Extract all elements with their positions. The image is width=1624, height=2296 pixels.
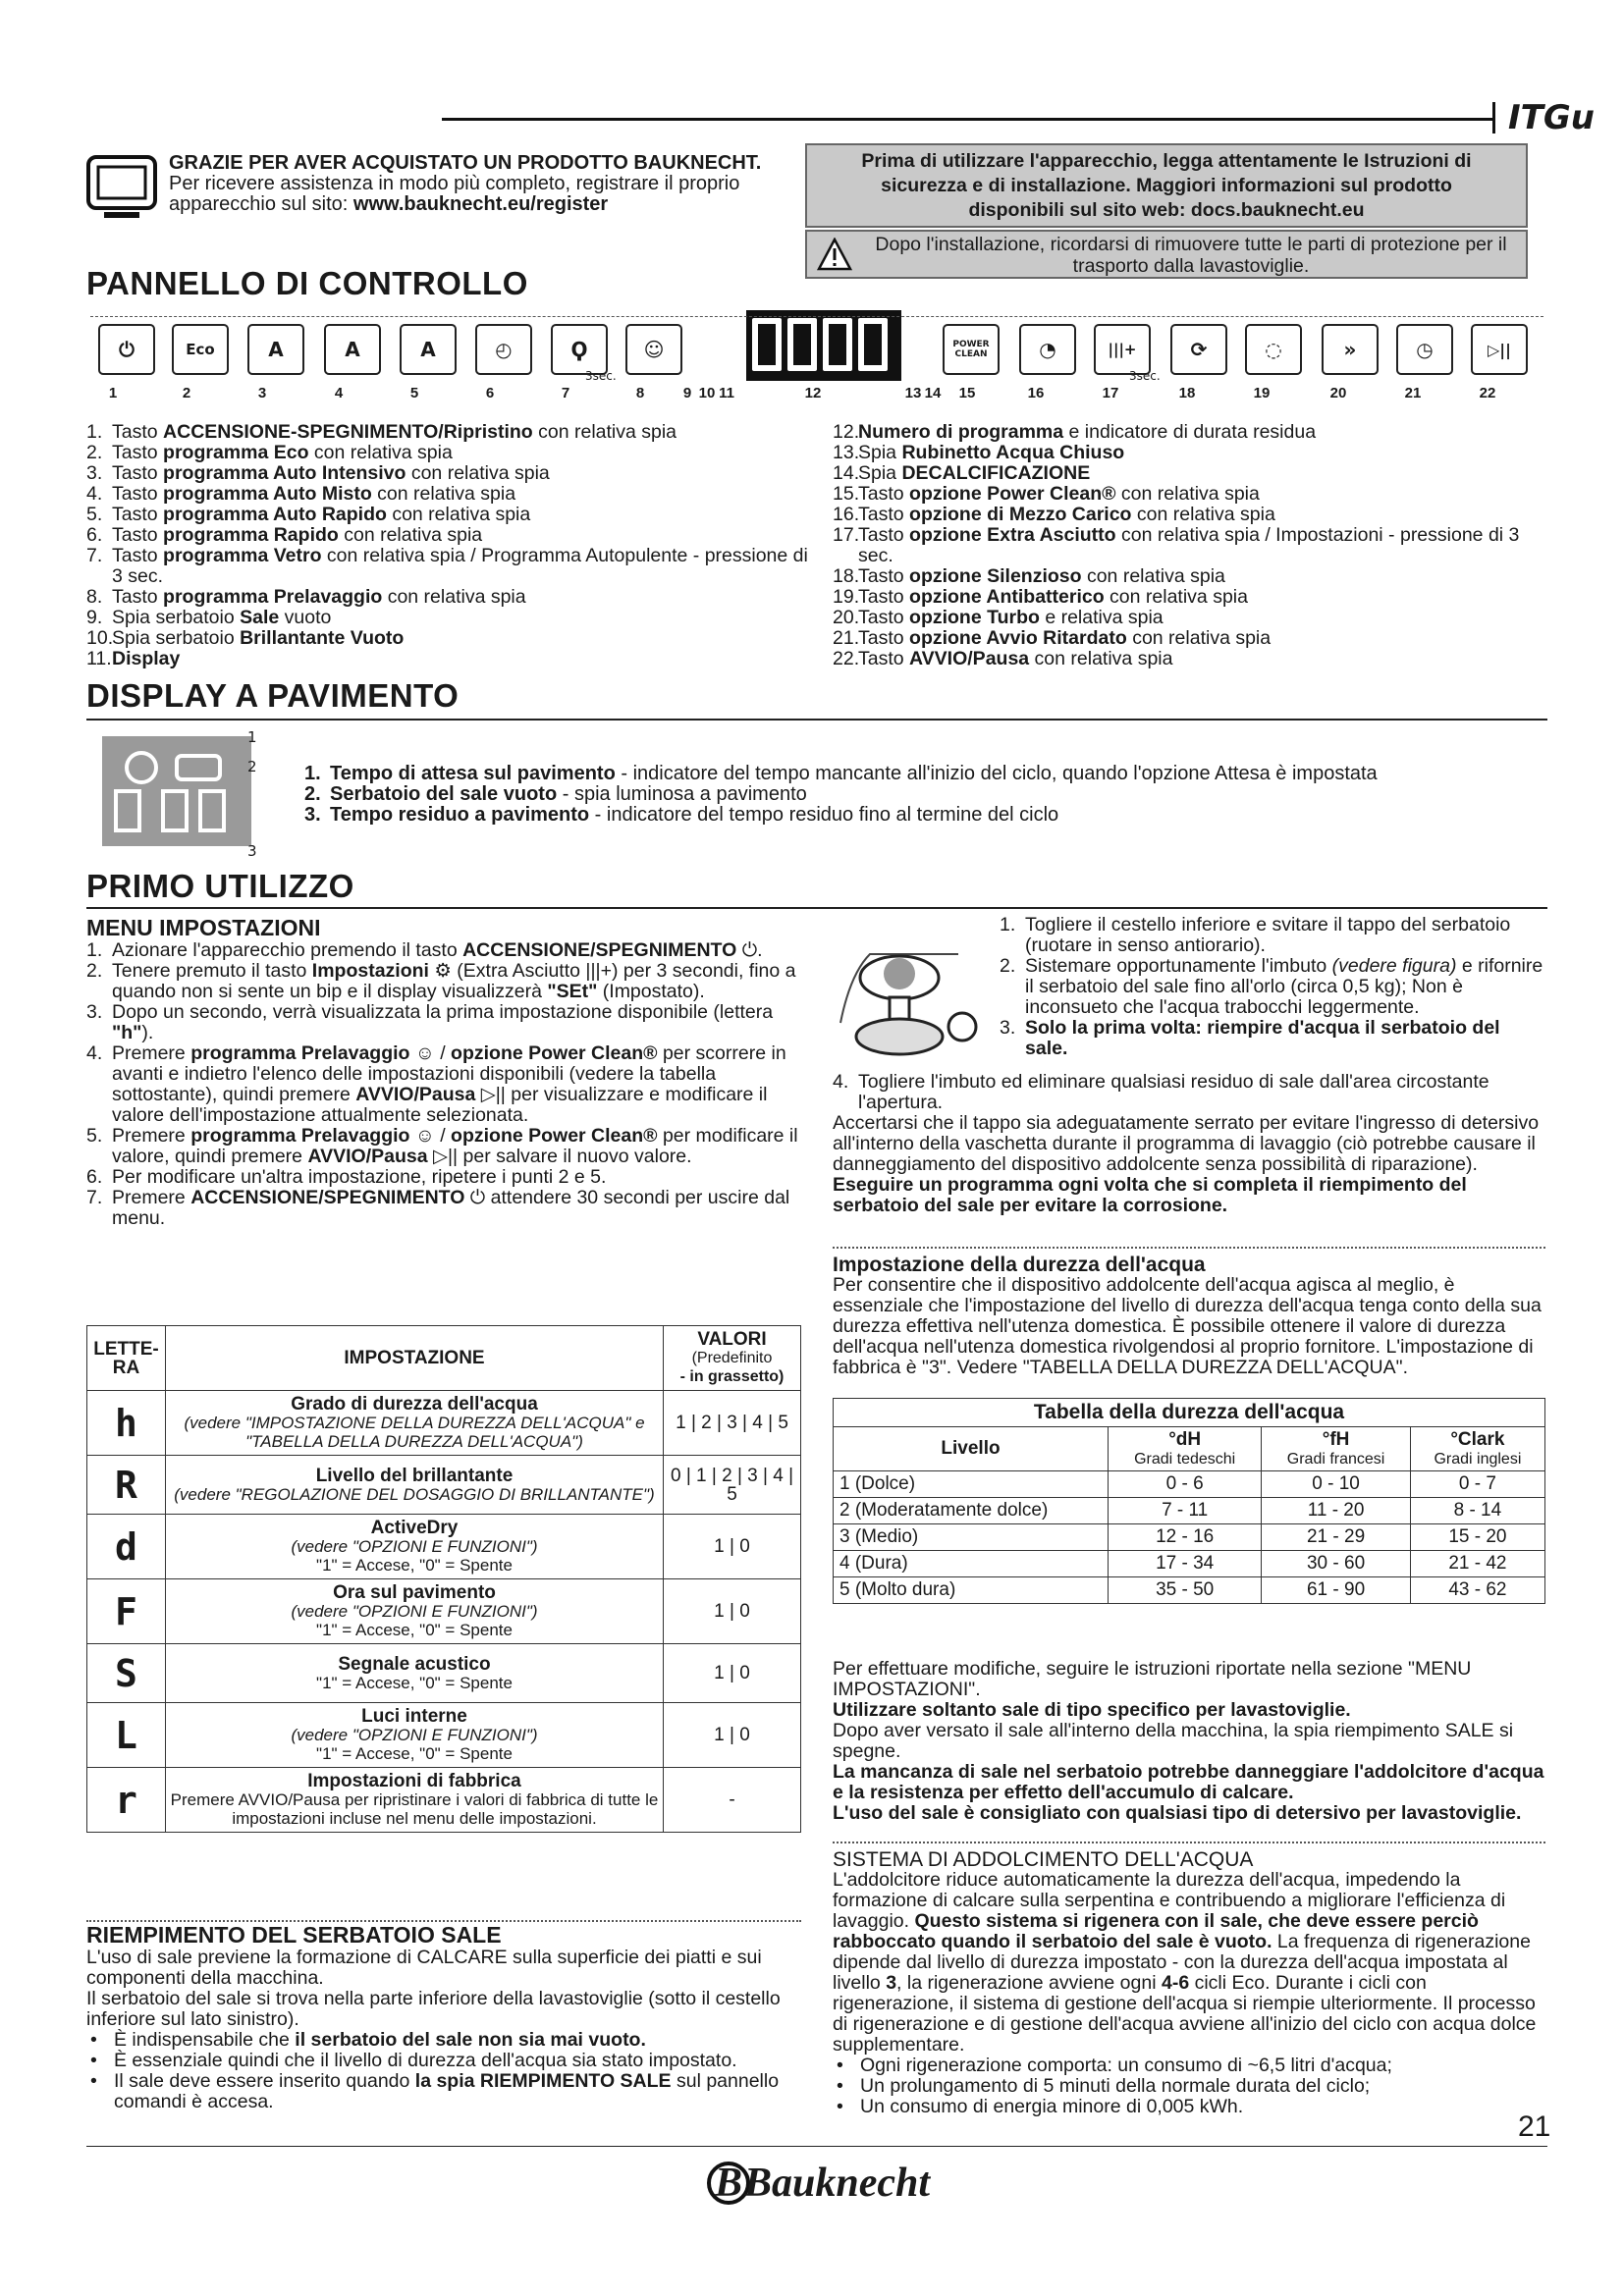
setting-values: - — [664, 1768, 801, 1833]
hardness-level: 4 (Dura) — [834, 1551, 1109, 1577]
panel-number-4: 4 — [334, 385, 344, 401]
th-clark — [1410, 1427, 1544, 1471]
menu-step: 6. Per modificare un'altra impostazione, ripetere i punti 2 e 5. — [86, 1166, 607, 1188]
display-digit — [787, 318, 817, 371]
setting-letter: L — [87, 1703, 166, 1768]
hardness-dh: 35 - 50 — [1109, 1577, 1262, 1604]
salt-bullet: • È essenziale quindi che il livello di durezza dell'acqua sia stato impostato. — [86, 2051, 813, 2071]
floor-display-image — [102, 736, 251, 846]
hardness-clark: 15 - 20 — [1410, 1524, 1544, 1551]
hardness-fh: 61 - 90 — [1262, 1577, 1411, 1604]
legend-item: 14. Spia DECALCIFICAZIONE — [833, 462, 1091, 484]
legend-item: 11. Display — [86, 648, 181, 669]
auto-rapid-button[interactable]: A — [400, 324, 457, 375]
setting-values: 1 | 0 — [664, 1579, 801, 1644]
th-fh — [1262, 1427, 1411, 1471]
setting-letter: h — [87, 1391, 166, 1456]
setting-letter: d — [87, 1515, 166, 1579]
setting-values: 1 | 2 | 3 | 4 | 5 — [664, 1391, 801, 1456]
salt-fill-step: 1. Togliere il cestello inferiore e svitare il tappo del serbatoio (ruotare in senso antiorario). — [1000, 914, 1511, 956]
hardness-clark: 21 - 42 — [1410, 1551, 1544, 1577]
hardness-clark: 43 - 62 — [1410, 1577, 1544, 1604]
legend-item: 19. Tasto opzione Antibatterico con relativa spia — [833, 586, 1248, 608]
floor-legend-item: 1. Tempo di attesa sul pavimento - indicatore del tempo mancante all'inizio del ciclo, quando l'opzione Attesa è impostata — [304, 763, 1378, 784]
legend-item: 13. Spia Rubinetto Acqua Chiuso — [833, 442, 1125, 463]
floor-callout-1: 1 — [247, 728, 257, 746]
softener-title: SISTEMA DI ADDOLCIMENTO DELL'ACQUA — [833, 1848, 1254, 1871]
setting-values: 1 | 0 — [664, 1515, 801, 1579]
auto-intensive-button[interactable]: A — [247, 324, 304, 375]
setting-letter: F — [87, 1579, 166, 1644]
th-dh-label: °dH — [1168, 1429, 1202, 1450]
hardness-fh: 11 - 20 — [1262, 1498, 1411, 1524]
control-panel-title: PANNELLO DI CONTROLLO — [86, 265, 528, 301]
hardness-row — [834, 1498, 1545, 1524]
after-p3: Dopo aver versato il sale all'interno della macchina, la spia riempimento SALE si spegne. — [833, 1720, 1514, 1762]
legend-item: 12. Numero di programma e indicatore di durata residua — [833, 421, 1317, 443]
legend-item: 10. Spia serbatoio Brillantante Vuoto — [86, 627, 405, 649]
monitor-icon — [86, 155, 157, 222]
hardness-dh: 0 - 6 — [1109, 1471, 1262, 1498]
panel-number-14: 14 — [924, 385, 942, 401]
hardness-clark: 8 - 14 — [1410, 1498, 1544, 1524]
control-panel-legend-left — [86, 422, 813, 669]
legend-item: 1. Tasto ACCENSIONE-SPEGNIMENTO/Ripristino con relativa spia — [86, 421, 677, 443]
warning-icon — [817, 238, 852, 276]
menu-settings-title: MENU IMPOSTAZIONI — [86, 915, 321, 940]
panel-number-19: 19 — [1253, 385, 1271, 401]
antibacterial-button[interactable]: ◌ — [1245, 324, 1302, 375]
footer-rule — [86, 2146, 1547, 2147]
three-sec-label-7: 3sec. — [585, 369, 617, 383]
salt-fill-divider — [86, 1920, 801, 1922]
legend-item: 22. Tasto AVVIO/Pausa con relativa spia — [833, 648, 1173, 669]
prewash-button[interactable]: ☺ — [625, 324, 682, 375]
settings-row — [87, 1644, 801, 1703]
panel-number-22: 22 — [1479, 385, 1496, 401]
legend-item: 9. Spia serbatoio Sale vuoto — [86, 607, 332, 628]
hardness-fh: 21 - 29 — [1262, 1524, 1411, 1551]
first-use-title: PRIMO UTILIZZO — [86, 868, 354, 904]
page-number: 21 — [1518, 2110, 1551, 2143]
register-link[interactable]: www.bauknecht.eu/register — [352, 193, 609, 215]
salt-funnel-illustration — [831, 915, 988, 1068]
salt-bullet: • È indispensabile che il serbatoio del sale non sia mai vuoto. — [86, 2030, 813, 2051]
setting-letter: S — [87, 1644, 166, 1703]
salt-fill-step: 4. Togliere l'imbuto ed eliminare qualsiasi residuo di sale dall'area circostante l'apertura. — [833, 1071, 1489, 1113]
legend-item: 16. Tasto opzione di Mezzo Carico con relativa spia — [833, 504, 1275, 525]
hardness-dh: 12 - 16 — [1109, 1524, 1262, 1551]
hardness-level: 5 (Molto dura) — [834, 1577, 1109, 1604]
warning-notice — [805, 230, 1528, 279]
setting-letter: r — [87, 1768, 166, 1833]
menu-step: 4. Premere programma Prelavaggio ☺ / opzione Power Clean® per scorrere in avanti e indietro l'elenco delle impostazioni disponibili (vedere la tabella sottostante), quindi premere AVVIO/Pausa ▷|| per visualizzare e modificare il valore dell'impostazione attualmente selezionata. — [86, 1042, 786, 1126]
legend-item: 8. Tasto programma Prelavaggio con relativa spia — [86, 586, 526, 608]
menu-step: 7. Premere ACCENSIONE/SPEGNIMENTO ⏻ attendere 30 secondi per uscire dal menu. — [86, 1187, 790, 1229]
legend-item: 18. Tasto opzione Silenzioso con relativa spia — [833, 565, 1225, 587]
th-level: Livello — [834, 1427, 1109, 1471]
menu-step: 2. Tenere premuto il tasto Impostazioni ⚙ (Extra Asciutto |||+) per 3 secondi, fino a quando non si sente un bip e il display visualizzerà "SEt" (Impostato). — [86, 960, 796, 1002]
th-fh-sub: Gradi francesi — [1286, 1451, 1385, 1468]
start-pause-button[interactable]: ▷|| — [1471, 324, 1528, 375]
th-values-sub: (Predefinito — [691, 1350, 773, 1366]
hardness-row — [834, 1524, 1545, 1551]
th-fh-label: °fH — [1322, 1429, 1350, 1450]
turbo-button[interactable]: » — [1322, 324, 1379, 375]
legend-item: 4. Tasto programma Auto Misto con relativa spia — [86, 483, 516, 505]
panel-number-18: 18 — [1178, 385, 1196, 401]
silent-button[interactable]: ⟳ — [1170, 324, 1227, 375]
hardness-level: 1 (Dolce) — [834, 1471, 1109, 1498]
settings-table — [86, 1325, 801, 1833]
menu-steps — [86, 940, 813, 1229]
salt-fill-title: RIEMPIMENTO DEL SERBATOIO SALE — [86, 1922, 502, 1948]
softener-divider — [833, 1842, 1545, 1843]
floor-display-rule — [86, 719, 1547, 721]
language-code: ITGu — [1508, 98, 1595, 137]
hardness-level: 2 (Moderatamente dolce) — [834, 1498, 1109, 1524]
setting-description: Grado di durezza dell'acqua (vedere "IMPOSTAZIONE DELLA DUREZZA DELL'ACQUA" e "TABELLA DELLA DUREZZA DELL'ACQUA") — [166, 1391, 664, 1456]
brand-name: Bauknecht — [744, 2161, 931, 2206]
th-values-label: VALORI — [697, 1329, 767, 1350]
legend-item: 15. Tasto opzione Power Clean® con relativa spia — [833, 483, 1260, 505]
header-rule — [442, 118, 1494, 121]
panel-number-11: 11 — [719, 385, 734, 401]
display-panel — [746, 310, 901, 381]
salt-fill-step: 3. Solo la prima volta: riempire d'acqua il serbatoio del sale. — [1000, 1017, 1500, 1059]
after-p1: Per effettuare modifiche, seguire le istruzioni riportate nella sezione "MENU IMPOSTAZIONI". — [833, 1658, 1472, 1700]
settings-row — [87, 1515, 801, 1579]
th-letter: LETTE-RA — [87, 1326, 166, 1391]
th-setting: IMPOSTAZIONE — [166, 1326, 664, 1391]
hardness-fh: 30 - 60 — [1262, 1551, 1411, 1577]
panel-number-10: 10 — [698, 385, 716, 401]
settings-row — [87, 1456, 801, 1515]
th-values — [664, 1326, 801, 1391]
hardness-clark: 0 - 7 — [1410, 1471, 1544, 1498]
softener-bullet: • Un consumo di energia minore di 0,005 kWh. — [833, 2097, 1545, 2117]
softener-bullets — [833, 2056, 1545, 2117]
hardness-row — [834, 1577, 1545, 1604]
hardness-paragraph: Per consentire che il dispositivo addolcente dell'acqua agisca al meglio, è essenziale che l'impostazione del livello di durezza dell'acqua tenga conto della sua durezza effettiva nell'utenza domestica. È possibile ottenere il valore di durezza dell'acqua nell'utenza domestica rivolgendosi al proprio fornitore. L'impostazione di fabbrica è "3". Vedere "TABELLA DELLA DUREZZA DELL'ACQUA". — [833, 1274, 1542, 1378]
setting-values: 1 | 0 — [664, 1703, 801, 1768]
panel-number-8: 8 — [635, 385, 645, 401]
floor-callout-3: 3 — [247, 842, 257, 860]
extra-dry-button[interactable]: |||+ — [1094, 324, 1151, 375]
panel-number-16: 16 — [1027, 385, 1045, 401]
panel-number-12: 12 — [804, 385, 822, 401]
display-digit — [823, 318, 852, 371]
th-clark-sub: Gradi inglesi — [1434, 1451, 1522, 1468]
settings-row — [87, 1703, 801, 1768]
warning-notice-text: Dopo l'installazione, ricordarsi di rimuovere tutte le parti di protezione per il trasporto dalla lavastoviglie. — [875, 234, 1507, 277]
panel-number-7: 7 — [561, 385, 570, 401]
control-panel-legend-right — [833, 422, 1540, 669]
th-dh-sub: Gradi tedeschi — [1134, 1451, 1236, 1468]
floor-legend-item: 3. Tempo residuo a pavimento - indicatore del tempo residuo fino al termine del ciclo — [304, 804, 1059, 826]
panel-number-6: 6 — [485, 385, 495, 401]
th-clark-label: °Clark — [1450, 1429, 1505, 1450]
salt-fill-p1: L'uso di sale previene la formazione di CALCARE sulla superficie dei piatti e sui componenti della macchina. — [86, 1947, 762, 1989]
salt-fill-step-4 — [833, 1072, 1545, 1113]
panel-number-1: 1 — [108, 385, 118, 401]
thanks-title: GRAZIE PER AVER ACQUISTATO UN PRODOTTO BAUKNECHT. — [169, 152, 762, 174]
hardness-title: Impostazione della durezza dell'acqua — [833, 1254, 1206, 1276]
setting-values: 1 | 0 — [664, 1644, 801, 1703]
legend-item: 7. Tasto programma Vetro con relativa spia / Programma Autopulente - pressione di 3 sec. — [86, 545, 808, 587]
setting-description: Livello del brillantante (vedere "REGOLAZIONE DEL DOSAGGIO DI BRILLANTANTE") — [166, 1456, 664, 1515]
setting-description: Ora sul pavimento (vedere "OPZIONI E FUNZIONI") "1" = Accese, "0" = Spente — [166, 1579, 664, 1644]
panel-number-13: 13 — [904, 385, 922, 401]
rapid-button[interactable]: ◴ — [475, 324, 532, 375]
settings-row — [87, 1768, 801, 1833]
menu-step: 1. Azionare l'apparecchio premendo il tasto ACCENSIONE/SPEGNIMENTO ⏻. — [86, 939, 763, 961]
thanks-body: Per ricevere assistenza in modo più completo, registrare il proprio apparecchio sul sito: — [169, 173, 740, 215]
salt-fill-run-program: Eseguire un programma ogni volta che si completa il riempimento del serbatoio del sale per evitare la corrosione. — [833, 1174, 1467, 1216]
panel-frame-line — [90, 316, 1543, 317]
setting-description: ActiveDry (vedere "OPZIONI E FUNZIONI") "1" = Accese, "0" = Spente — [166, 1515, 664, 1579]
salt-fill-caution: Accertarsi che il tappo sia adeguatamente serrato per evitare l'ingresso di detersivo all'interno della vaschetta durante il programma di lavaggio (ciò potrebbe causare il danneggiamento del dispositivo addolcente senza possibilità di riparazione). — [833, 1112, 1540, 1175]
after-p2: Utilizzare soltanto sale di tipo specifico per lavastoviglie. — [833, 1699, 1351, 1721]
legend-item: 5. Tasto programma Auto Rapido con relativa spia — [86, 504, 531, 525]
glass-button[interactable]: Ϙ — [551, 324, 608, 375]
legend-item: 20. Tasto opzione Turbo e relativa spia — [833, 607, 1164, 628]
legend-item: 21. Tasto opzione Avvio Ritardato con relativa spia — [833, 627, 1272, 649]
hardness-dh: 17 - 34 — [1109, 1551, 1262, 1577]
first-use-rule — [86, 907, 1547, 909]
panel-number-17: 17 — [1102, 385, 1119, 401]
eco-button[interactable]: Eco — [172, 324, 229, 375]
salt-fill-bullets — [86, 2030, 813, 2112]
softener-bullet: • Ogni rigenerazione comporta: un consumo di ~6,5 litri d'acqua; — [833, 2056, 1545, 2076]
setting-letter: R — [87, 1456, 166, 1515]
setting-values: 0 | 1 | 2 | 3 | 4 | 5 — [664, 1456, 801, 1515]
power-clean-button[interactable]: POWER CLEAN — [943, 324, 1000, 375]
legend-item: 17. Tasto opzione Extra Asciutto con relativa spia / Impostazioni - pressione di 3 sec. — [833, 524, 1520, 566]
menu-step: 5. Premere programma Prelavaggio ☺ / opzione Power Clean® per modificare il valore, quindi premere AVVIO/Pausa ▷|| per salvare il nuovo valore. — [86, 1125, 798, 1167]
hardness-level: 3 (Medio) — [834, 1524, 1109, 1551]
panel-number-5: 5 — [409, 385, 419, 401]
hardness-dh: 7 - 11 — [1109, 1498, 1262, 1524]
hardness-row — [834, 1551, 1545, 1577]
setting-description: Segnale acustico "1" = Accese, "0" = Spente — [166, 1644, 664, 1703]
three-sec-label-17: 3sec. — [1129, 369, 1161, 383]
hardness-table-title: Tabella della durezza dell'acqua — [834, 1399, 1545, 1427]
half-load-button[interactable]: ◔ — [1019, 324, 1076, 375]
hardness-divider — [833, 1247, 1545, 1249]
settings-row — [87, 1579, 801, 1644]
salt-fill-steps — [1000, 915, 1545, 1059]
th-dh — [1109, 1427, 1262, 1471]
hardness-row — [834, 1471, 1545, 1498]
panel-number-20: 20 — [1329, 385, 1347, 401]
power-button[interactable]: ⏻ — [98, 324, 155, 375]
hardness-fh: 0 - 10 — [1262, 1471, 1411, 1498]
display-digit — [752, 318, 782, 371]
info-notice — [805, 143, 1528, 228]
panel-number-15: 15 — [958, 385, 976, 401]
after-p4: La mancanza di sale nel serbatoio potrebbe danneggiare l'addolcitore d'acqua e la resistenza per effetto dell'accumulo di calcare. — [833, 1761, 1544, 1803]
floor-display-title: DISPLAY A PAVIMENTO — [86, 677, 460, 714]
panel-number-3: 3 — [257, 385, 267, 401]
menu-step: 3. Dopo un secondo, verrà visualizzata la prima impostazione disponibile (lettera "h"). — [86, 1001, 774, 1043]
panel-number-21: 21 — [1404, 385, 1422, 401]
softener-paragraph: L'addolcitore riduce automaticamente la durezza dell'acqua, impedendo la formazione di calcare sulla serpentina e contribuendo a migliorare l'efficienza di lavaggio. Questo sistema si rigenera con il sale, che deve essere perciò rabboccato quando il serbatoio del sale è vuoto. La frequenza di rigenerazione dipende dal livello di durezza impostato - con la durezza dell'acqua impostata al livello 3, la rigenerazione avviene ogni 4-6 cicli Eco. Durante i cicli con rigenerazione, il sistema di gestione dell'acqua si riempie ulteriormente. Il processo di rigenerazione e di gestione dell'acqua avviene all'inizio del ciclo con acqua dolce supplementare. — [833, 1869, 1537, 2056]
salt-bullet: • Il sale deve essere inserito quando la spia RIEMPIMENTO SALE sul pannello comandi è accesa. — [86, 2071, 813, 2112]
legend-item: 3. Tasto programma Auto Intensivo con relativa spia — [86, 462, 550, 484]
after-p5: L'uso del sale è consigliato con qualsiasi tipo di detersivo per lavastoviglie. — [833, 1802, 1522, 1824]
delay-start-button[interactable]: ◷ — [1396, 324, 1453, 375]
bauknecht-logo — [707, 2160, 930, 2207]
th-values-sub2: - in grassetto) — [679, 1368, 785, 1385]
hardness-table — [833, 1398, 1545, 1604]
legend-item: 6. Tasto programma Rapido con relativa spia — [86, 524, 483, 546]
panel-number-9: 9 — [682, 385, 692, 401]
legend-item: 2. Tasto programma Eco con relativa spia — [86, 442, 453, 463]
salt-fill-step: 2. Sistemare opportunamente l'imbuto (vedere figura) e rifornire il serbatoio del sale fino all'orlo (circa 0,5 kg); Non è inconsueto che l'acqua trabocchi leggermente. — [1000, 955, 1543, 1018]
info-notice-text: Prima di utilizzare l'apparecchio, legga attentamente le Istruzioni di sicurezza e di installazione. Maggiori informazioni sul prodotto disponibili sul sito web: docs.bauknecht.eu — [861, 150, 1472, 221]
panel-number-2: 2 — [182, 385, 191, 401]
setting-description: Luci interne (vedere "OPZIONI E FUNZIONI") "1" = Accese, "0" = Spente — [166, 1703, 664, 1768]
header-tick — [1492, 102, 1495, 133]
logo-b-mark: B — [707, 2162, 750, 2205]
settings-row — [87, 1391, 801, 1456]
floor-display-legend — [304, 764, 1532, 826]
setting-description: Impostazioni di fabbrica Premere AVVIO/Pausa per ripristinare i valori di fabbrica di tutte le impostazioni incluse nel menu delle impostazioni. — [166, 1768, 664, 1833]
salt-fill-p2: Il serbatoio del sale si trova nella parte inferiore della lavastoviglie (sotto il cestello inferiore sul lato sinistro). — [86, 1988, 781, 2030]
auto-mixed-button[interactable]: A — [324, 324, 381, 375]
floor-legend-item: 2. Serbatoio del sale vuoto - spia luminosa a pavimento — [304, 783, 807, 805]
floor-callout-2: 2 — [247, 758, 257, 775]
display-digit — [858, 318, 888, 371]
softener-bullet: • Un prolungamento di 5 minuti della normale durata del ciclo; — [833, 2076, 1545, 2097]
